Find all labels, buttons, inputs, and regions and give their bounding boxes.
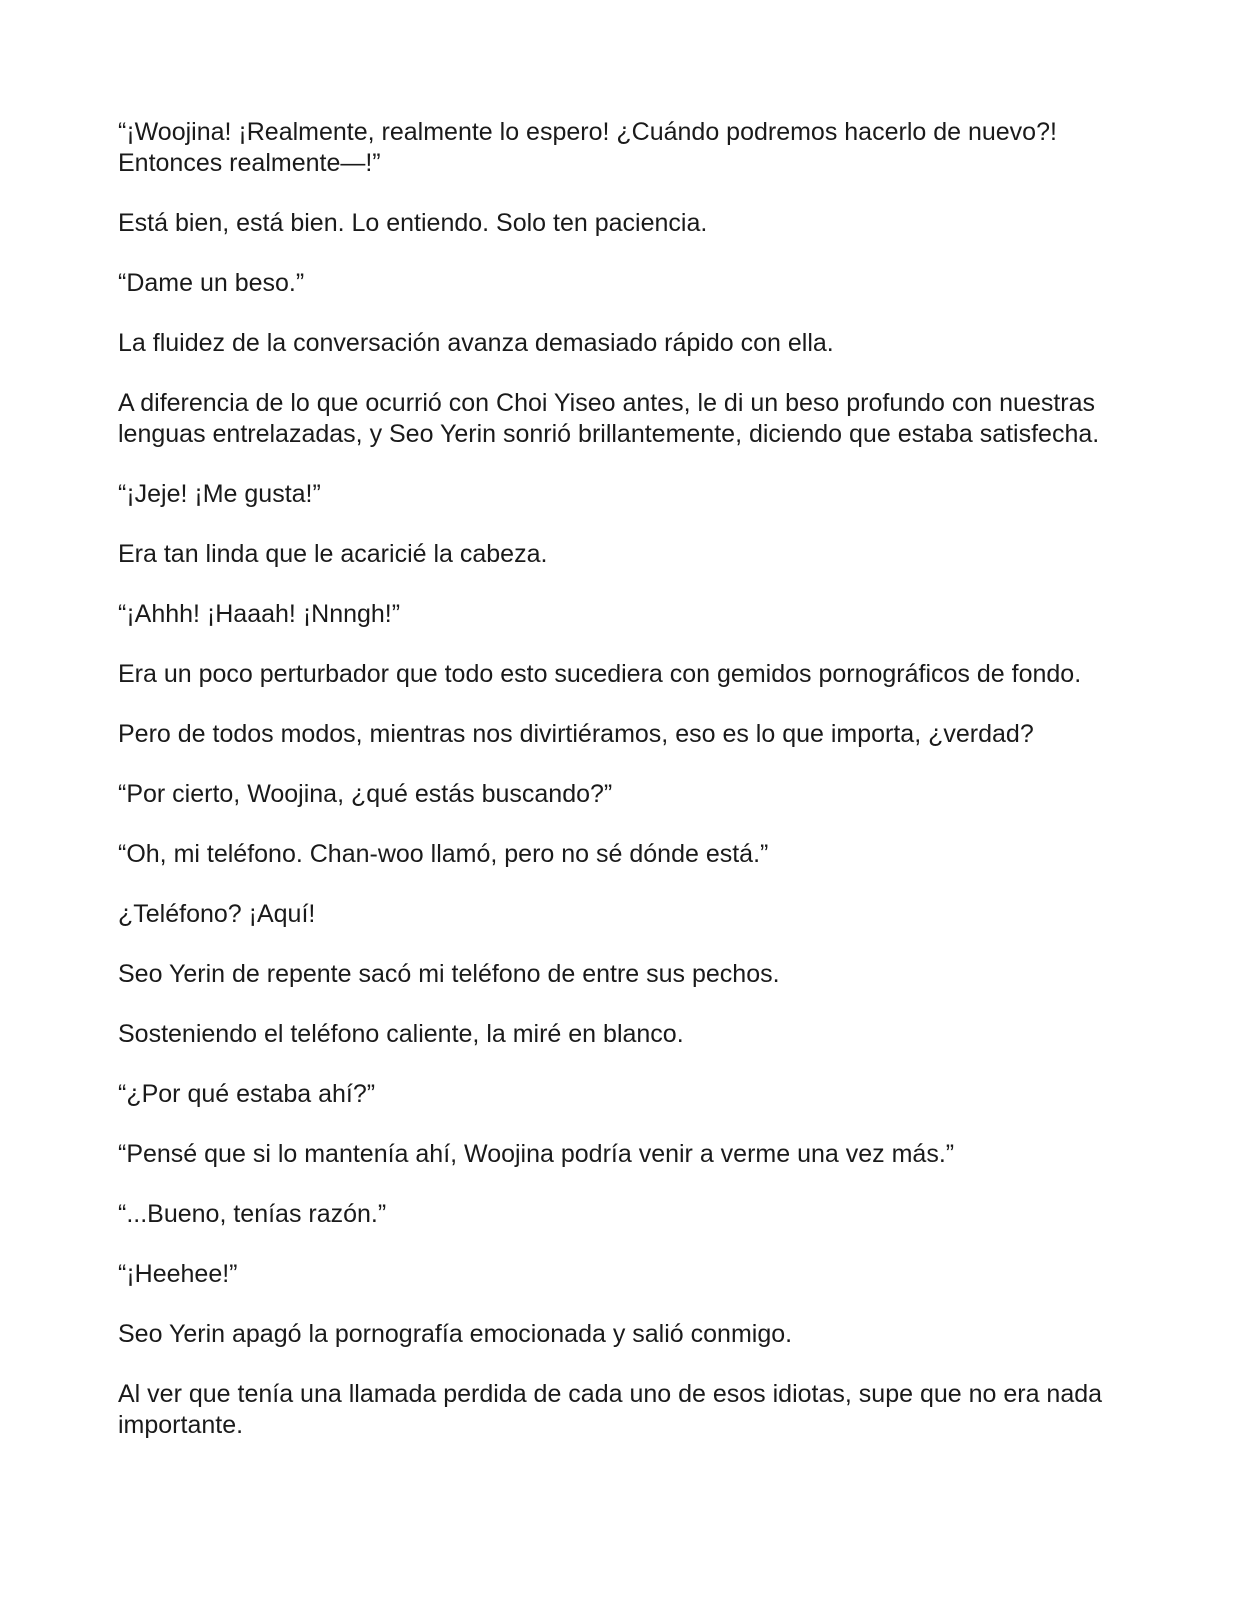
paragraph: “¡Jeje! ¡Me gusta!” <box>118 480 321 508</box>
paragraph: Era tan linda que le acaricié la cabeza. <box>118 540 548 568</box>
document-body <box>118 117 1123 1470</box>
paragraph: “Oh, mi teléfono. Chan-woo llamó, pero no sé dónde está.” <box>118 840 769 868</box>
paragraph: Pero de todos modos, mientras nos divirtiéramos, eso es lo que importa, ¿verdad? <box>118 720 1034 748</box>
paragraph: “Pensé que si lo mantenía ahí, Woojina podría venir a verme una vez más.” <box>118 1140 955 1168</box>
paragraph: “¡Woojina! ¡Realmente, realmente lo espero! ¿Cuándo podremos hacerlo de nuevo?! Entonces realmente—!” <box>118 118 1057 177</box>
paragraph: “¡Heehee!” <box>118 1260 238 1288</box>
paragraph: La fluidez de la conversación avanza demasiado rápido con ella. <box>118 329 834 357</box>
paragraph: Al ver que tenía una llamada perdida de cada uno de esos idiotas, supe que no era nada importante. <box>118 1380 1103 1439</box>
paragraph: “...Bueno, tenías razón.” <box>118 1200 387 1228</box>
paragraph: “Dame un beso.” <box>118 269 305 297</box>
paragraph: “¿Por qué estaba ahí?” <box>118 1080 376 1108</box>
paragraph: Está bien, está bien. Lo entiendo. Solo ten paciencia. <box>118 209 708 237</box>
paragraph: ¿Teléfono? ¡Aquí! <box>118 900 316 928</box>
paragraph: Era un poco perturbador que todo esto sucediera con gemidos pornográficos de fondo. <box>118 660 1082 688</box>
paragraph: “Por cierto, Woojina, ¿qué estás buscando?” <box>118 780 613 808</box>
paragraph: “¡Ahhh! ¡Haaah! ¡Nnngh!” <box>118 600 401 628</box>
paragraph: Seo Yerin apagó la pornografía emocionada y salió conmigo. <box>118 1320 793 1348</box>
paragraph: Sosteniendo el teléfono caliente, la miré en blanco. <box>118 1020 684 1048</box>
paragraph: A diferencia de lo que ocurrió con Choi Yiseo antes, le di un beso profundo con nuestras lenguas entrelazadas, y Seo Yerin sonrió brillantemente, diciendo que estaba satisfecha. <box>118 389 1100 448</box>
paragraph: Seo Yerin de repente sacó mi teléfono de entre sus pechos. <box>118 960 780 988</box>
